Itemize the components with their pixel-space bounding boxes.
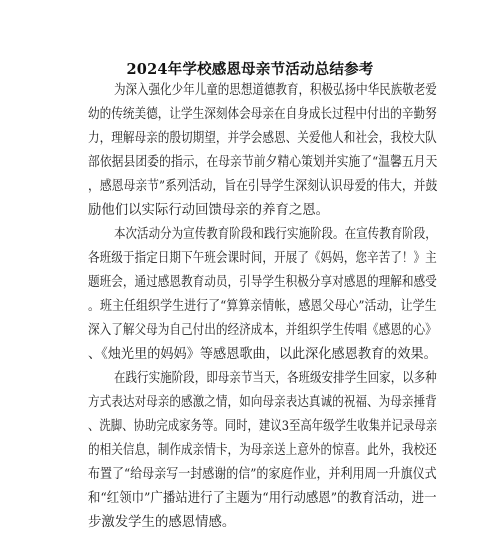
- paragraph-line: ，感恩母亲节”系列活动，旨在引导学生深刻认识母爱的伟大，并鼓: [88, 179, 438, 194]
- document-title: 2024年学校感恩母亲节活动总结参考: [126, 61, 374, 78]
- paragraph-line: 、洗脚、协助完成家务等。同时，建议3至高年级学生收集并记录母亲: [88, 419, 438, 434]
- paragraph-line: 幼的传统美德，让学生深刻体会母亲在自身成长过程中付出的辛勤努: [88, 107, 437, 122]
- paragraph-line: 题班会，通过感恩教育动员，引导学生积极分享对感恩的理解和感受: [88, 275, 437, 290]
- paragraph-line: 部依据县团委的指示，在母亲节前夕精心策划并实施了“温馨五月天: [88, 155, 438, 170]
- paragraph-line: 本次活动分为宣传教育阶段和践行实施阶段。在宣传教育阶段，: [114, 227, 437, 242]
- paragraph-line: 方式表达对母亲的感激之情，如向母亲表达真诚的祝福、为母亲捶背: [88, 395, 437, 410]
- paragraph-line: 。班主任组织学生进行了“算算亲情帐，感恩父母心”活动，让学生: [88, 299, 437, 314]
- paragraph-line: 、《烛光里的妈妈》等感恩歌曲，以此深化感恩教育的效果。: [88, 347, 437, 362]
- paragraph-line: 和“红领巾”广播站进行了主题为“用行动感恩”的教育活动，进一: [88, 491, 437, 506]
- paragraph-line: 各班级于指定日期下午班会课时间，开展了《妈妈，您辛苦了！》主: [88, 251, 437, 266]
- paragraph-line: 力，理解母亲的殷切期望，并学会感恩、关爱他人和社会，我校大队: [88, 131, 437, 146]
- paragraph-line: 步激发学生的感恩情感。: [88, 515, 236, 530]
- paragraph-line: 在践行实施阶段，即母亲节当天，各班级安排学生回家，以多种: [114, 371, 437, 386]
- paragraph-line: 为深入强化少年儿童的思想道德教育，积极弘扬中华民族敬老爱: [114, 83, 437, 98]
- paragraph-line: 深入了解父母为自己付出的经济成本，并组织学生传唱《感恩的心》: [88, 323, 437, 338]
- paragraph-line: 励他们以实际行动回馈母亲的养育之恩。: [88, 203, 330, 218]
- paragraph-line: 布置了“给母亲写一封感谢的信”的家庭作业，并利用周一升旗仪式: [88, 467, 437, 482]
- paragraph-line: 的相关信息，制作成亲情卡，为母亲送上意外的惊喜。此外，我校还: [88, 443, 437, 458]
